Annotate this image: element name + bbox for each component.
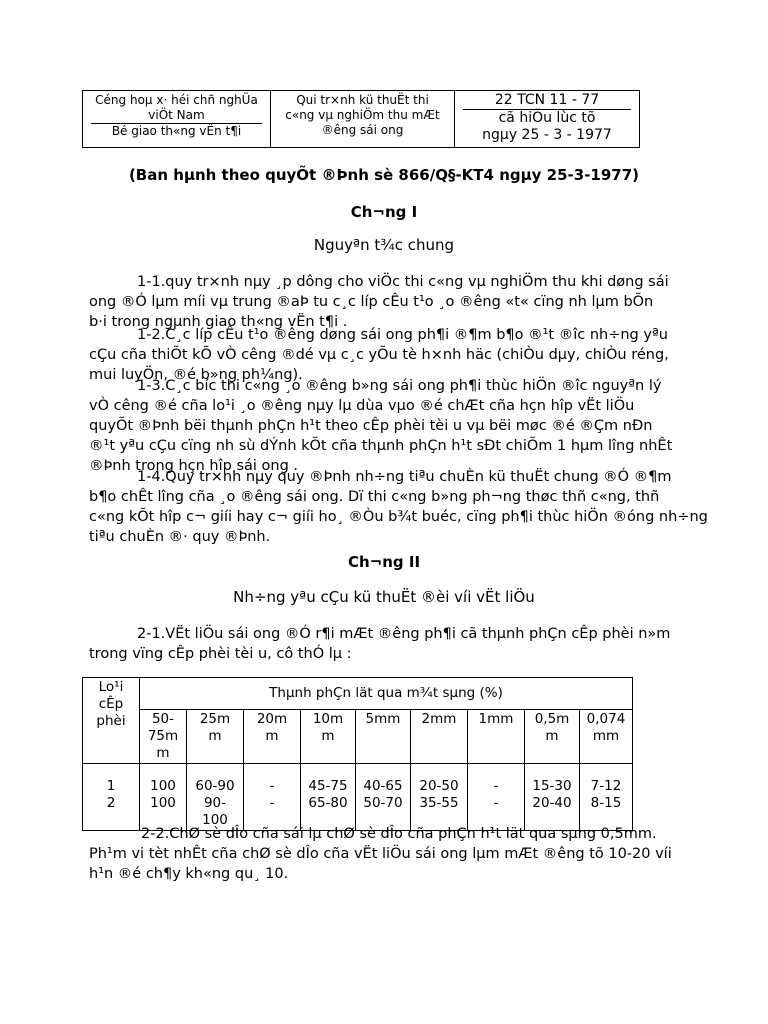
table-cell	[187, 764, 244, 831]
table-cell	[468, 764, 525, 831]
sieve-col-header	[468, 710, 525, 764]
text-line: mui luyÖn, ®é b»ng ph¼ng).	[89, 367, 303, 383]
text-line: ong ®Ó lµm míi vµ trung ®aÞ tu c¸c líp cÊu t¹o ¸o ®êng «t« cïng nh lµm bÕn	[89, 294, 654, 310]
header-text: m	[545, 728, 559, 744]
sieve-col-header	[301, 710, 356, 764]
text-line: 2-1.VËt liÖu sái ong ®Ó r¶i mÆt ®êng ph¶i cã thµnh phÇn cÊp phèi n»m	[137, 626, 671, 642]
header-text: 2mm	[421, 711, 457, 727]
header-text: 0,5m	[534, 711, 570, 727]
header-text: m	[156, 745, 170, 761]
cell-value: 100	[150, 778, 176, 794]
cell-value: -	[493, 778, 499, 794]
cell-value: 1	[106, 778, 116, 794]
paragraph-1-3	[89, 376, 705, 476]
header-text: 0,074	[586, 711, 626, 727]
chapter-1-subtitle: Nguyªn t¾c chung	[313, 236, 455, 254]
header-text: 75m	[147, 728, 179, 744]
country-name-line2: viÖt Nam	[148, 108, 205, 122]
ministry-name: Bé giao th«ng vËn t¶i	[111, 124, 242, 138]
cell-value: 45-75	[308, 778, 348, 794]
table-cell	[301, 764, 356, 831]
cell-value: -	[493, 795, 499, 811]
text-line: 2-2.ChØ sè dÎo cña sái lµ chØ sè dÎo cña phÇn h¹t lät qua sµng 0,5mm.	[141, 826, 657, 842]
table-cell	[411, 764, 468, 831]
cell-value: 20-40	[532, 795, 572, 811]
text-line: tiªu chuÈn ®· quy ®Þnh.	[89, 529, 271, 545]
table-cell	[244, 764, 301, 831]
cell-value: 65-80	[308, 795, 348, 811]
title-cell	[271, 91, 455, 147]
header-text: m	[321, 728, 335, 744]
cell-value: 2	[106, 795, 116, 811]
text-line: quyÕt ®Þnh bëi thµnh phÇn h¹t theo cÊp phèi tèi u vµ bëi møc ®é ®Çm nÐn	[89, 418, 653, 434]
cell-value: -	[269, 778, 275, 794]
header-text: Lo¹i	[98, 679, 124, 695]
text-line: ®Þnh trong hçn hîp sái ong .	[89, 458, 299, 474]
cell-value: 50-70	[363, 795, 403, 811]
text-line: 1-1.quy tr×nh nµy ¸p dông cho viÖc thi c«ng vµ nghiÖm thu khi døng sái	[137, 274, 669, 290]
cell-value: 60-90	[195, 778, 235, 794]
header-text: mm	[592, 728, 620, 744]
text-line: trong vïng cÊp phèi tèi u, cô thÓ lµ :	[89, 646, 352, 662]
header-text: phèi	[96, 713, 126, 729]
standard-code: 22 TCN 11 - 77	[494, 92, 600, 108]
header-text: 10m	[312, 711, 344, 727]
paragraph-2-2	[89, 824, 705, 884]
doc-title-line1: Qui tr×nh kü thuËt thi	[296, 93, 429, 107]
sieve-col-header	[140, 710, 187, 764]
sieve-col-header	[356, 710, 411, 764]
header-text: 50-	[151, 711, 175, 727]
paragraph-1-4	[89, 467, 708, 547]
grading-table	[82, 677, 633, 831]
decree-line: (Ban hµnh theo quyÕt ®Þnh sè 866/Q§-KT4 ngµy 25-3-1977)	[128, 166, 640, 184]
cell-value: 8-15	[590, 795, 622, 811]
sieve-col-header	[525, 710, 580, 764]
text-line: h¹n ®é ch¶y kh«ng qu¸ 10.	[89, 866, 289, 882]
sieve-col-header	[187, 710, 244, 764]
table-cell	[140, 764, 187, 831]
chapter-1-title: Ch¬ng I	[350, 203, 418, 221]
grade-type-header	[83, 678, 140, 764]
doc-title-line2: c«ng vµ nghiÖm thu mÆt	[285, 108, 440, 122]
cell-value: 35-55	[419, 795, 459, 811]
header-text: 5mm	[365, 711, 401, 727]
text-line: 1-4.Quy tr×nh nµy quy ®Þnh nh÷ng tiªu chuÈn kü thuËt chung ®Ó ®¶m	[137, 469, 672, 485]
cell-value: 15-30	[532, 778, 572, 794]
text-line: 1-3.C¸c bíc thi c«ng ¸o ®êng b»ng sái ong ph¶i thùc hiÖn ®îc nguyªn lý	[137, 378, 662, 394]
paragraph-2-1	[89, 624, 705, 664]
sieve-col-header	[244, 710, 301, 764]
text-line: cÇu cña thiÕt kÕ vÒ cêng ®dé vµ c¸c yÕu tè h×nh häc (chiÒu dµy, chiÒu réng,	[89, 347, 669, 363]
text-line: ®¹t yªu cÇu cïng nh sù dÝnh kÕt cña thµnh phÇn h¹t sÐt chiÕm 1 hµm lîng nhÊt	[89, 438, 673, 454]
text-line: c«ng kÕt hîp c¬ giíi hay c¬ giíi ho¸ ®Òu b¾t buéc, cïng ph¶i thùc hiÖn ®óng nh÷ng	[89, 509, 708, 525]
cell-value: 90-100	[202, 795, 228, 828]
effective-date: ngµy 25 - 3 - 1977	[482, 127, 612, 143]
table-cell	[356, 764, 411, 831]
country-name-line1: Céng hoµ x· héi chñ nghÜa	[95, 93, 258, 107]
sieve-col-header	[411, 710, 468, 764]
header-text: cÊp	[98, 696, 124, 712]
text-line: 1-2.C¸c líp cÊu t¹o ®êng døng sái ong ph¶i ®¶m b¶o ®¹t ®îc nh÷ng yªu	[137, 327, 668, 343]
text-line: vÒ cêng ®é cña lo¹i ¸o ®êng nµy lµ dùa vµo ®é chÆt cña hçn hîp vËt liÖu	[89, 398, 635, 414]
header-text: 20m	[256, 711, 288, 727]
cell-value: 20-50	[419, 778, 459, 794]
header-text: m	[208, 728, 222, 744]
table-cell	[525, 764, 580, 831]
cell-value: 100	[150, 795, 176, 811]
text-line: b·i trong ngµnh giao th«ng vËn t¶i .	[89, 314, 348, 330]
sieve-passing-header: Thµnh phÇn lät qua m¾t sµng (%)	[140, 678, 633, 710]
header-text: 1mm	[478, 711, 514, 727]
issuer-cell	[83, 91, 271, 147]
code-cell	[455, 91, 639, 147]
document-header	[82, 90, 640, 148]
table-cell	[580, 764, 633, 831]
grade-type-cell	[83, 764, 140, 831]
cell-value: 7-12	[590, 778, 622, 794]
doc-title-line3: ®êng sái ong	[321, 123, 404, 137]
chapter-2-subtitle: Nh÷ng yªu cÇu kü thuËt ®èi víi vËt liÖu	[233, 588, 535, 606]
header-text: m	[265, 728, 279, 744]
effective-label: cã hiÖu lùc tõ	[498, 110, 596, 126]
paragraph-1-1	[89, 272, 705, 332]
cell-value: -	[269, 795, 275, 811]
text-line: Ph¹m vi tèt nhÊt cña chØ sè dÎo cña vËt liÖu sái ong lµm mÆt ®êng tõ 10-20 víi	[89, 846, 672, 862]
chapter-2-title: Ch¬ng II	[347, 553, 421, 571]
cell-value: 40-65	[363, 778, 403, 794]
text-line: b¶o chÊt lîng cña ¸o ®êng sái ong. Dï thi c«ng b»ng ph¬ng thøc thñ c«ng, thñ	[89, 489, 660, 505]
header-text: 25m	[199, 711, 231, 727]
sieve-col-header	[580, 710, 633, 764]
